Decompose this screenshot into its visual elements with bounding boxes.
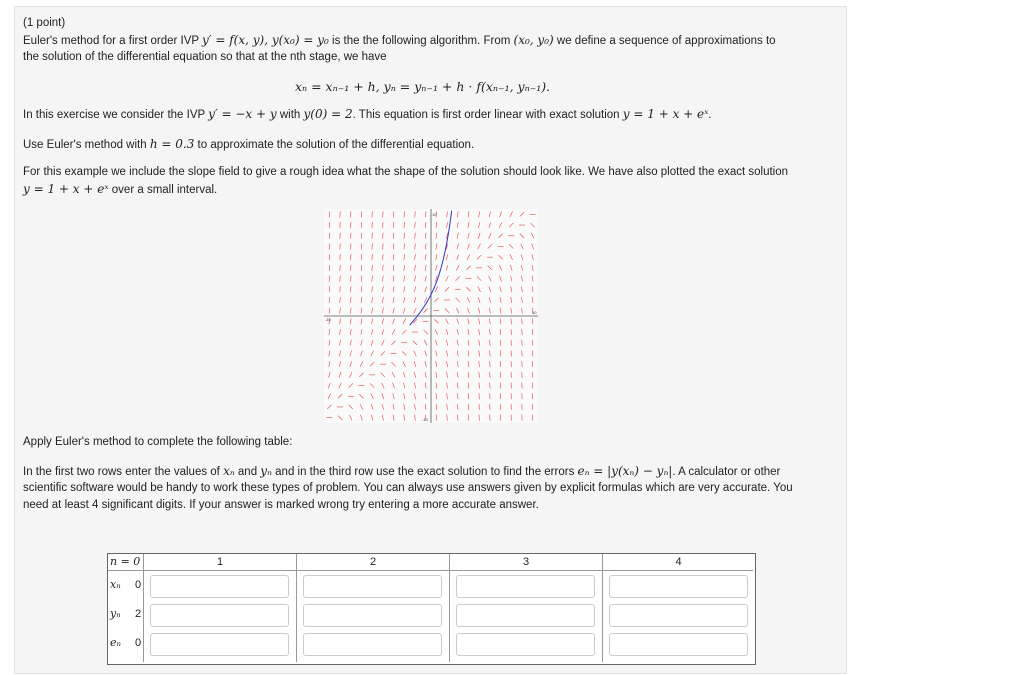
euler-step-text: Use Euler's method with h = 0.3 to approximate the solution of the differential equation. [23, 137, 475, 151]
x-max-label: 10 [532, 310, 537, 315]
input-e2[interactable] [303, 633, 442, 656]
problem-panel [14, 6, 847, 674]
x-min-label: -10 [325, 317, 331, 322]
euler-formula: xₙ = xₙ₋₁ + h, yₙ = yₙ₋₁ + h · f(xₙ₋₁, yₙ₋₁). [295, 79, 551, 94]
table-n-label: n = 0 [110, 555, 141, 568]
input-y1[interactable] [150, 604, 289, 627]
y-min-label: -10 [422, 417, 428, 422]
row-label-xn: xₙ [110, 578, 121, 591]
row-label-yn: yₙ [110, 607, 121, 620]
input-y2[interactable] [303, 604, 442, 627]
input-e3[interactable] [456, 633, 595, 656]
input-y4[interactable] [609, 604, 748, 627]
intro-line-2: the solution of the differential equation so that at the nth stage, we have [23, 51, 387, 63]
table-header-1: 1 [216, 556, 224, 568]
slope-field-line-1: For this example we include the slope field to give a rough idea what the shape of the solution should look like. We have also plotted the exact solution [23, 166, 789, 178]
intro-line-1: Euler's method for a first order IVP y′ = f(x, y), y(x₀) = y₀ is the the following algorithm. From (x₀, y₀) we define a sequence of approximations to [23, 33, 776, 47]
input-e4[interactable] [609, 633, 748, 656]
table-instructions-line-1: In the first two rows enter the values of xₙ and yₙ and in the third row use the exact solution to find the errors eₙ = |y(xₙ) − yₙ|. A calculator or other [23, 464, 781, 478]
y-max-label: 10 [432, 212, 437, 217]
table-header-3: 3 [522, 556, 530, 568]
input-e1[interactable] [150, 633, 289, 656]
input-y3[interactable] [456, 604, 595, 627]
euler-table [107, 553, 756, 665]
row-label-en: eₙ [110, 636, 121, 649]
slope-field-plot [324, 209, 538, 423]
table-header-2: 2 [369, 556, 377, 568]
ivp-text: In this exercise we consider the IVP y′ = −x + y with y(0) = 2. This equation is first order linear with exact solution y = 1 + x + eˣ. [23, 107, 712, 121]
table-instructions-line-3: need at least 4 significant digits. If your answer is marked wrong try entering a more accurate answer. [23, 499, 539, 511]
apply-instruction: Apply Euler's method to complete the following table: [23, 436, 293, 448]
input-x4[interactable] [609, 575, 748, 598]
table-header-4: 4 [675, 556, 682, 568]
input-x1[interactable] [150, 575, 289, 598]
row-initial-en: 0 [135, 637, 142, 649]
input-x3[interactable] [456, 575, 595, 598]
row-initial-xn: 0 [135, 579, 142, 591]
slope-field-line-2: y = 1 + x + eˣ over a small interval. [23, 182, 218, 196]
input-x2[interactable] [303, 575, 442, 598]
table-instructions-line-2: scientific software would be handy to work these types of problem. You can always use answers given by explicit formulas which are very accurate. You [23, 482, 793, 494]
points-label: (1 point) [23, 17, 66, 29]
row-initial-yn: 2 [135, 608, 142, 620]
